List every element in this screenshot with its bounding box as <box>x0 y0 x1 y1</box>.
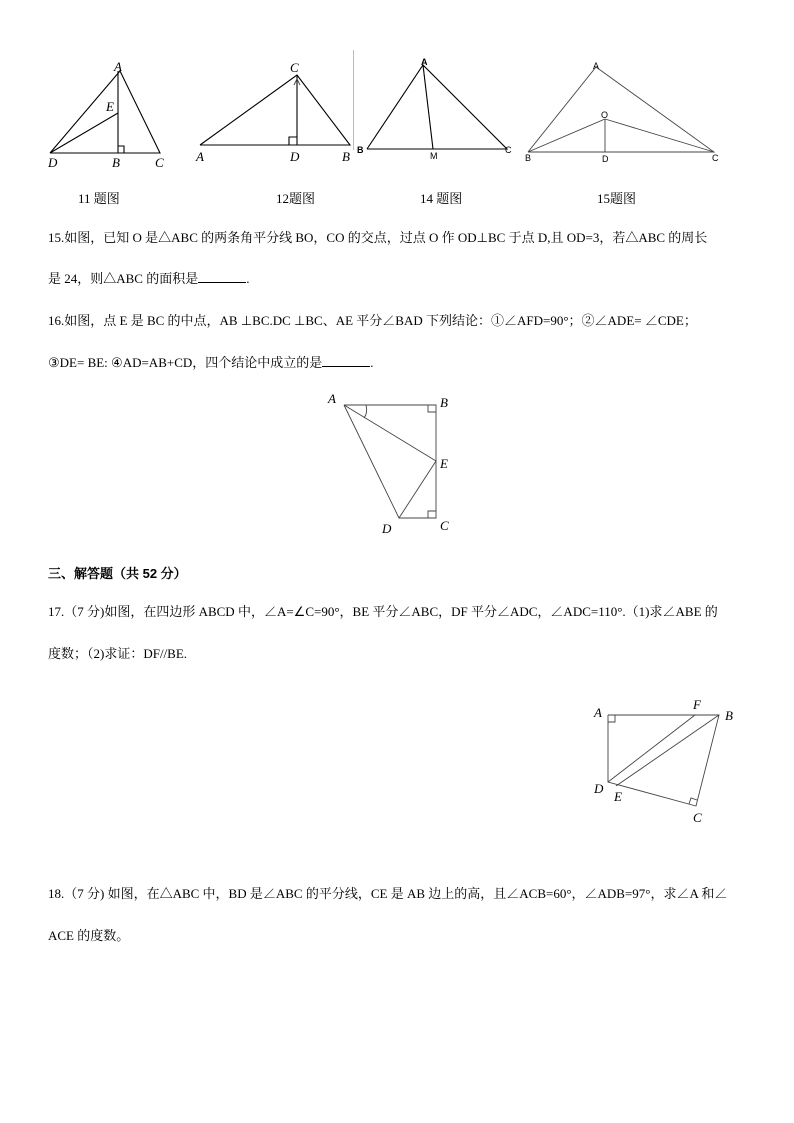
figure-15-diagram <box>520 55 730 170</box>
figure-17 <box>585 695 750 830</box>
fig11-label-e: E <box>106 99 114 114</box>
question-15-line-2 <box>48 271 748 287</box>
question-16-line-1: 16.如图，点 E 是 BC 的中点，AB ⊥BC.DC ⊥BC、AE 平分∠BAD 下列结论：①∠AFD=90°；②∠ADE= ∠CDE； <box>48 313 697 328</box>
answer-blank-16[interactable] <box>322 355 370 367</box>
question-16-text: ③DE= BE: ④AD=AB+CD，四个结论中成立的是 <box>48 355 323 370</box>
figure-14-caption: 14 题图 <box>420 191 463 206</box>
figure-15-caption: 15题图 <box>597 191 637 206</box>
fig16-label-e: E <box>440 456 448 471</box>
fig12-label-b: B <box>342 149 350 164</box>
fig17-label-b: B <box>725 708 733 723</box>
fig15-label-o: O <box>601 110 609 120</box>
fig14-label-a: A <box>421 57 428 67</box>
fig16-label-c: C <box>440 518 449 533</box>
question-17-line-1: 17.（7 分)如图，在四边形 ABCD 中，∠A=∠C=90°，BE 平分∠ABC，DF 平分∠ADC，∠ADC=110°.（1)求∠ABE 的 <box>48 604 718 619</box>
fig14-label-b: B <box>357 145 364 155</box>
fig12-label-c: C <box>290 60 299 75</box>
fig15-label-b: B <box>525 153 532 163</box>
fig12-label-d: D <box>290 149 300 164</box>
question-15-period: . <box>246 271 250 286</box>
fig16-label-d: D <box>382 521 392 536</box>
fig15-label-c: C <box>712 153 719 163</box>
question-15-text: 是 24，则△ABC 的面积是 <box>48 271 199 286</box>
figure-12-caption: 12题图 <box>276 191 316 206</box>
fig16-label-b: B <box>440 395 448 410</box>
figure-14 <box>355 55 520 165</box>
fig17-label-d: D <box>594 781 604 796</box>
fig15-label-d: D <box>602 154 609 164</box>
question-15-line-1: 15.如图，已知 O 是△ABC 的两条角平分线 BO，CO 的交点，过点 O 作 OD⊥BC 于点 D,且 OD=3，若△ABC 的周长 <box>48 230 708 245</box>
figure-15 <box>520 55 730 170</box>
fig11-label-d: D <box>48 155 58 170</box>
answer-blank-15[interactable] <box>198 271 246 283</box>
fig11-label-c: C <box>155 155 164 170</box>
fig17-label-f: F <box>693 697 701 712</box>
fig16-label-a: A <box>328 391 336 406</box>
figure-16 <box>320 385 470 540</box>
figure-11-diagram <box>40 55 180 170</box>
figure-14-diagram <box>355 55 520 165</box>
section-3-heading: 三、解答题（共 52 分） <box>48 566 187 581</box>
figure-16-diagram <box>320 385 470 540</box>
figure-17-diagram <box>585 695 750 830</box>
figure-11 <box>40 55 180 170</box>
question-16-line-2 <box>48 355 748 371</box>
fig11-label-b: B <box>112 155 120 170</box>
question-17-line-2: 度数；（2)求证：DF//BE. <box>48 646 188 661</box>
fig17-label-e: E <box>614 789 622 804</box>
question-18-line-1: 18.（7 分) 如图，在△ABC 中，BD 是∠ABC 的平分线，CE 是 AB 边上的高，且∠ACB=60°，∠ADB=97°，求∠A 和∠ <box>48 886 728 901</box>
fig12-label-a: A <box>196 149 204 164</box>
question-16-period: . <box>370 355 374 370</box>
figure-11-caption: 11 题图 <box>78 191 120 206</box>
figure-12-diagram <box>190 55 360 170</box>
question-18-line-2: ACE 的度数。 <box>48 928 130 943</box>
fig11-label-a: A <box>114 59 122 74</box>
fig17-label-a: A <box>594 705 602 720</box>
figure-divider <box>353 50 354 150</box>
fig15-label-a: A <box>593 61 600 71</box>
figure-12 <box>190 55 360 170</box>
fig14-label-m: M <box>430 151 438 161</box>
fig14-label-c: C <box>505 145 512 155</box>
fig17-label-c: C <box>693 810 702 825</box>
